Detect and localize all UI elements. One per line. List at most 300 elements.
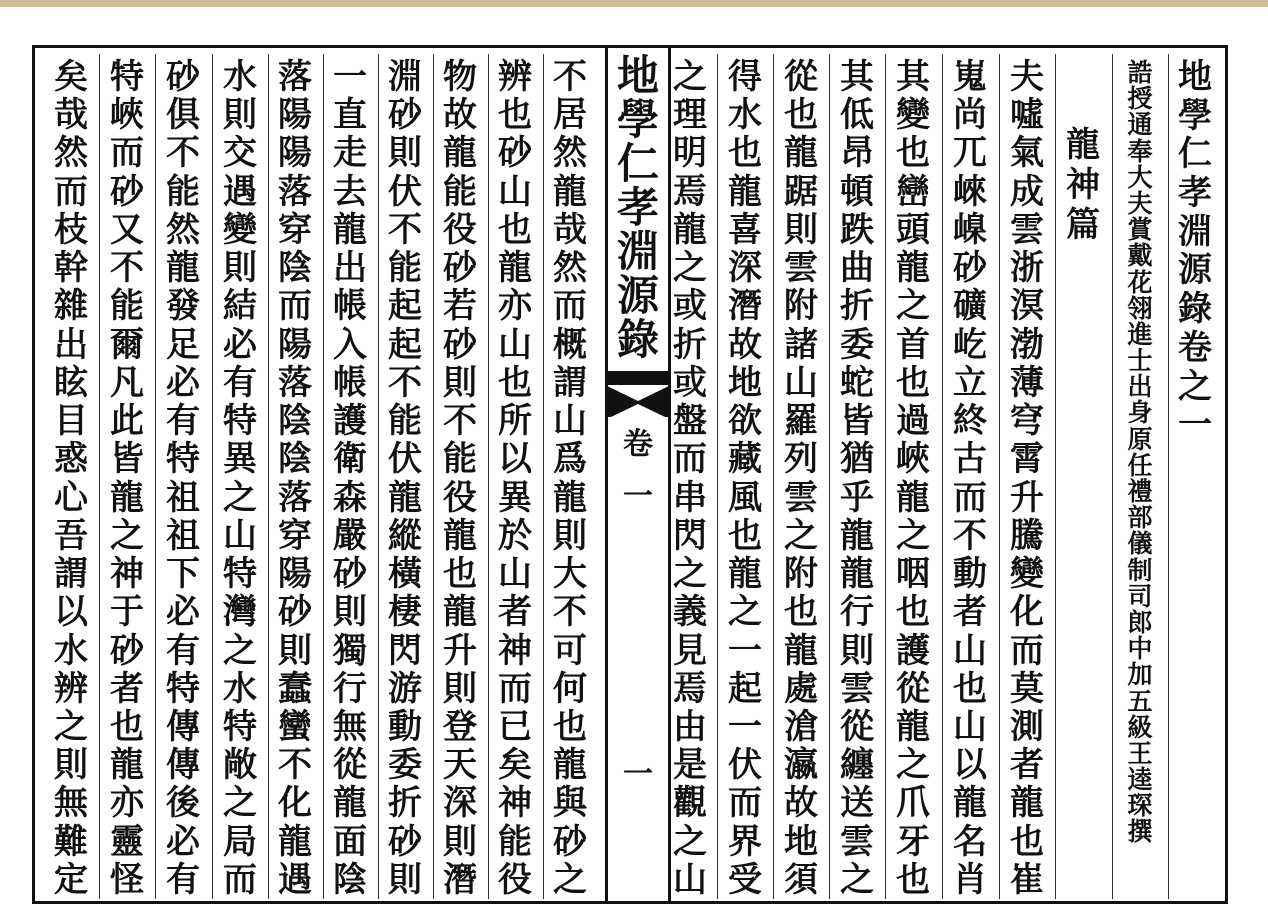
text-char: 之 <box>673 821 707 862</box>
column-rule <box>268 54 269 899</box>
text-char: 逵 <box>1127 765 1153 795</box>
text-char: 附 <box>784 286 818 327</box>
text-char: 者 <box>498 592 532 633</box>
text-char: 穿 <box>278 515 312 556</box>
text-char: 然 <box>553 133 587 174</box>
text-char: 龍 <box>896 706 930 747</box>
text-char: 也 <box>443 554 477 595</box>
text-char: 屹 <box>953 324 987 365</box>
text-char: 能 <box>166 171 200 212</box>
text-char: 之 <box>784 515 818 556</box>
text-char: 幹 <box>54 248 88 289</box>
text-char: 砂 <box>278 592 312 633</box>
text-char: 砂 <box>953 248 987 289</box>
text-char: 所 <box>498 401 532 442</box>
text-char: 行 <box>840 592 874 633</box>
text-char: 嵲 <box>953 209 987 250</box>
text-char: 也 <box>896 592 930 633</box>
text-char: 賞 <box>1127 215 1153 245</box>
left-column-5 <box>324 57 376 901</box>
title-char: 孝 <box>616 183 659 232</box>
text-char: 薄 <box>1010 362 1044 403</box>
text-char: 獨 <box>333 630 367 671</box>
text-char: 升 <box>443 630 477 671</box>
text-char: 則 <box>223 248 257 289</box>
text-char: 皆 <box>840 401 874 442</box>
text-char: 陽 <box>278 95 312 136</box>
text-char: 低 <box>840 95 874 136</box>
column-rule <box>773 54 774 899</box>
text-char: 心 <box>54 477 88 518</box>
text-char: 下 <box>166 554 200 595</box>
text-char: 雲 <box>1010 209 1044 250</box>
text-char: 之 <box>840 859 874 900</box>
text-char: 誥 <box>1127 58 1153 87</box>
text-char: 之 <box>728 592 762 633</box>
text-char: 撰 <box>1127 817 1153 847</box>
column-rule <box>323 54 324 899</box>
text-char: 猶 <box>840 439 874 480</box>
text-char: 折 <box>840 286 874 327</box>
text-char: 穿 <box>278 209 312 250</box>
text-char: 加 <box>1127 660 1153 690</box>
text-char: 則 <box>388 859 422 900</box>
text-char: 必 <box>166 362 200 403</box>
text-char: 滄 <box>784 706 818 747</box>
text-char: 雜 <box>54 286 88 327</box>
text-char: 則 <box>443 821 477 862</box>
text-char: 受 <box>728 859 762 900</box>
text-char: 之 <box>673 248 707 289</box>
text-char: 一 <box>728 706 762 747</box>
text-char: 落 <box>278 171 312 212</box>
text-char: 焉 <box>673 171 707 212</box>
text-char: 變 <box>223 209 257 250</box>
text-char: 能 <box>443 439 477 480</box>
column-rule <box>212 54 213 899</box>
text-char: 學 <box>1178 95 1212 136</box>
text-char: 皆 <box>110 439 144 480</box>
text-char: 特 <box>166 439 200 480</box>
text-char: 登 <box>443 706 477 747</box>
text-char: 出 <box>54 324 88 365</box>
text-char: 從 <box>840 706 874 747</box>
text-char: 義 <box>673 592 707 633</box>
text-char: 首 <box>896 324 930 365</box>
text-char: 折 <box>673 324 707 365</box>
text-char: 奉 <box>1127 136 1153 166</box>
text-char: 之 <box>896 745 930 786</box>
text-char: 也 <box>953 668 987 709</box>
text-char: 者 <box>110 668 144 709</box>
text-char: 折 <box>388 783 422 824</box>
column-rule <box>885 54 886 899</box>
text-char: 出 <box>333 248 367 289</box>
folio-char: 一 <box>623 757 653 792</box>
text-char: 焉 <box>673 668 707 709</box>
text-char: 難 <box>54 821 88 862</box>
text-char: 藏 <box>728 439 762 480</box>
text-char: 或 <box>673 362 707 403</box>
text-char: 發 <box>166 286 200 327</box>
text-char: 哉 <box>553 209 587 250</box>
text-char: 砂 <box>333 554 367 595</box>
text-char: 靈 <box>110 821 144 862</box>
text-char: 觀 <box>673 783 707 824</box>
text-char: 於 <box>498 515 532 556</box>
text-char: 之 <box>896 286 930 327</box>
text-char: 龍 <box>728 554 762 595</box>
text-char: 結 <box>223 286 257 327</box>
text-char: 護 <box>333 401 367 442</box>
fascicle-char: 卷 <box>623 427 653 462</box>
text-char: 士 <box>1127 346 1153 376</box>
text-char: 然 <box>54 133 88 174</box>
text-char: 神 <box>110 554 144 595</box>
text-char: 穹 <box>1010 401 1044 442</box>
text-char: 龍 <box>110 477 144 518</box>
title-char: 學 <box>616 95 659 144</box>
text-char: 龍 <box>443 133 477 174</box>
text-char: 禮 <box>1127 477 1153 506</box>
text-char: 不 <box>166 133 200 174</box>
text-char: 而 <box>54 171 88 212</box>
text-char: 能 <box>388 401 422 442</box>
text-char: 化 <box>1010 592 1044 633</box>
text-char: 哉 <box>54 95 88 136</box>
column-rule <box>543 54 544 899</box>
text-char: 異 <box>498 477 532 518</box>
text-char: 遇 <box>223 171 257 212</box>
text-char: 不 <box>553 57 587 97</box>
top-edge-band <box>0 0 1268 7</box>
right-column-4 <box>1001 57 1053 901</box>
text-char: 之 <box>1178 366 1212 407</box>
text-char: 遇 <box>278 859 312 900</box>
text-char: 辨 <box>498 57 532 97</box>
text-char: 夫 <box>1127 188 1153 218</box>
text-char: 橫 <box>388 554 422 595</box>
book-page-spread <box>32 45 1228 904</box>
text-char: 串 <box>673 477 707 518</box>
text-char: 則 <box>388 133 422 174</box>
text-char: 王 <box>1127 738 1153 768</box>
text-char: 蛇 <box>840 362 874 403</box>
text-char: 淵 <box>1178 211 1212 252</box>
text-char: 龍 <box>333 209 367 250</box>
text-char: 以 <box>953 745 987 786</box>
text-char: 陰 <box>278 248 312 289</box>
text-char: 孝 <box>1178 173 1212 214</box>
text-char: 目 <box>54 401 88 442</box>
text-char: 風 <box>728 477 762 518</box>
text-char: 原 <box>1127 424 1153 454</box>
text-char: 通 <box>1127 110 1153 140</box>
text-char: 砂 <box>110 630 144 671</box>
text-char: 莫 <box>1010 668 1044 709</box>
text-char: 然 <box>553 248 587 289</box>
text-char: 砂 <box>166 57 200 97</box>
text-char: 峽 <box>896 439 930 480</box>
text-char: 潛 <box>443 859 477 900</box>
text-char: 頓 <box>840 171 874 212</box>
text-char: 有 <box>166 630 200 671</box>
text-char: 祖 <box>166 477 200 518</box>
text-char: 龍 <box>443 515 477 556</box>
text-char: 變 <box>896 95 930 136</box>
text-char: 曲 <box>840 248 874 289</box>
text-char: 龍 <box>784 630 818 671</box>
text-char: 陰 <box>333 859 367 900</box>
text-char: 而 <box>553 286 587 327</box>
text-char: 必 <box>166 821 200 862</box>
text-char: 制 <box>1127 555 1153 585</box>
text-char: 浙 <box>1010 248 1044 289</box>
text-char: 役 <box>498 859 532 900</box>
right-column-6 <box>887 57 939 901</box>
text-char: 後 <box>166 783 200 824</box>
text-char: 也 <box>553 706 587 747</box>
text-char: 無 <box>333 706 367 747</box>
text-char: 不 <box>388 362 422 403</box>
text-char: 水 <box>728 95 762 136</box>
text-char: 而 <box>110 133 144 174</box>
text-char: 則 <box>333 592 367 633</box>
text-char: 無 <box>54 783 88 824</box>
text-char: 砂 <box>388 95 422 136</box>
fascicle-char: 一 <box>623 479 653 514</box>
text-char: 也 <box>110 706 144 747</box>
text-char: 身 <box>1127 398 1153 428</box>
text-char: 深 <box>443 783 477 824</box>
text-char: 不 <box>388 209 422 250</box>
text-char: 閃 <box>673 515 707 556</box>
text-char: 也 <box>1010 821 1044 862</box>
text-char: 其 <box>840 57 874 97</box>
text-char: 升 <box>1010 477 1044 518</box>
text-char: 戴 <box>1127 241 1153 271</box>
text-char: 以 <box>498 439 532 480</box>
text-char: 足 <box>166 324 200 365</box>
text-char: 龍 <box>1066 125 1100 165</box>
left-column-9 <box>101 57 153 901</box>
text-char: 陽 <box>278 554 312 595</box>
text-char: 礦 <box>953 286 987 327</box>
text-char: 亦 <box>498 286 532 327</box>
column-rule <box>717 54 718 899</box>
text-char: 帳 <box>333 286 367 327</box>
text-char: 之 <box>54 706 88 747</box>
text-char: 山 <box>673 859 707 900</box>
text-char: 枝 <box>54 209 88 250</box>
text-char: 衛 <box>333 439 367 480</box>
text-char: 陰 <box>278 401 312 442</box>
text-char: 也 <box>728 515 762 556</box>
text-char: 龍 <box>443 592 477 633</box>
text-char: 授 <box>1127 84 1153 114</box>
text-char: 霄 <box>1010 439 1044 480</box>
text-char: 起 <box>728 668 762 709</box>
text-char: 之 <box>223 477 257 518</box>
text-char: 縱 <box>388 515 422 556</box>
text-char: 傳 <box>166 745 200 786</box>
text-char: 能 <box>110 286 144 327</box>
text-char: 有 <box>223 362 257 403</box>
column-rule <box>1168 54 1169 899</box>
text-char: 羅 <box>784 401 818 442</box>
text-char: 龍 <box>553 477 587 518</box>
text-char: 者 <box>1010 745 1044 786</box>
text-char: 砂 <box>553 821 587 862</box>
text-char: 不 <box>443 401 477 442</box>
text-char: 溟 <box>1010 286 1044 327</box>
text-char: 異 <box>223 439 257 480</box>
column-rule <box>999 54 1000 899</box>
text-char: 級 <box>1127 712 1153 742</box>
text-char: 而 <box>498 668 532 709</box>
text-char: 龍 <box>896 477 930 518</box>
text-char: 砂 <box>443 324 477 365</box>
text-char: 明 <box>673 133 707 174</box>
text-char: 定 <box>54 859 88 900</box>
text-char: 錄 <box>1178 289 1212 330</box>
text-char: 者 <box>953 592 987 633</box>
text-char: 由 <box>673 706 707 747</box>
right-column-1 <box>1169 57 1221 901</box>
text-char: 龍 <box>166 248 200 289</box>
text-char: 面 <box>333 821 367 862</box>
right-column-3 <box>1057 125 1109 901</box>
text-char: 雲 <box>840 821 874 862</box>
text-char: 大 <box>1127 162 1153 192</box>
text-char: 與 <box>553 783 587 824</box>
text-char: 琛 <box>1127 791 1153 821</box>
text-char: 也 <box>498 95 532 136</box>
text-char: 之 <box>673 57 707 97</box>
text-char: 故 <box>784 783 818 824</box>
text-char: 惑 <box>54 439 88 480</box>
text-char: 龍 <box>110 745 144 786</box>
text-char: 騰 <box>1010 515 1044 556</box>
text-char: 咽 <box>896 554 930 595</box>
text-char: 故 <box>443 95 477 136</box>
text-char: 古 <box>953 439 987 480</box>
text-char: 崔 <box>1010 859 1044 900</box>
text-char: 以 <box>54 592 88 633</box>
text-char: 則 <box>784 209 818 250</box>
text-char: 肖 <box>953 859 987 900</box>
text-char: 凡 <box>110 362 144 403</box>
text-char: 諸 <box>784 324 818 365</box>
text-char: 水 <box>223 668 257 709</box>
text-char: 山 <box>223 515 257 556</box>
text-char: 儀 <box>1127 529 1153 559</box>
text-char: 蠻 <box>278 706 312 747</box>
text-char: 有 <box>166 859 200 900</box>
text-char: 此 <box>110 401 144 442</box>
right-column-2 <box>1114 60 1166 901</box>
text-char: 地 <box>728 362 762 403</box>
text-char: 不 <box>953 515 987 556</box>
text-char: 嚴 <box>333 515 367 556</box>
text-char: 部 <box>1127 503 1153 533</box>
text-char: 變 <box>1010 554 1044 595</box>
text-char: 而 <box>728 783 762 824</box>
text-char: 伏 <box>388 439 422 480</box>
text-char: 須 <box>784 859 818 900</box>
text-char: 終 <box>953 401 987 442</box>
text-char: 也 <box>896 859 930 900</box>
text-char: 爲 <box>553 439 587 480</box>
text-char: 特 <box>223 706 257 747</box>
text-char: 之 <box>673 554 707 595</box>
text-char: 森 <box>333 477 367 518</box>
column-rule <box>378 54 379 899</box>
text-char: 辨 <box>54 668 88 709</box>
text-char: 若 <box>443 286 477 327</box>
column-rule <box>99 54 100 899</box>
text-char: 瀛 <box>784 745 818 786</box>
text-char: 龍 <box>896 248 930 289</box>
text-char: 卷 <box>1178 327 1212 368</box>
right-column-10 <box>664 57 716 901</box>
text-char: 而 <box>278 286 312 327</box>
text-char: 嵬 <box>953 57 987 97</box>
text-char: 動 <box>388 706 422 747</box>
text-char: 之 <box>896 515 930 556</box>
text-char: 又 <box>110 209 144 250</box>
text-char: 雲 <box>784 477 818 518</box>
text-char: 地 <box>784 821 818 862</box>
text-char: 化 <box>278 783 312 824</box>
right-column-5 <box>944 57 996 901</box>
text-char: 其 <box>896 57 930 97</box>
title-char: 源 <box>616 271 659 320</box>
text-char: 牙 <box>896 821 930 862</box>
title-char: 地 <box>616 51 659 100</box>
text-char: 能 <box>388 248 422 289</box>
text-char: 之 <box>223 783 257 824</box>
text-char: 司 <box>1127 581 1153 611</box>
text-char: 峽 <box>110 95 144 136</box>
text-char: 已 <box>498 706 532 747</box>
right-column-8 <box>775 57 827 901</box>
text-char: 送 <box>840 783 874 824</box>
text-char: 則 <box>443 668 477 709</box>
text-char: 落 <box>278 57 312 97</box>
text-char: 龍 <box>840 554 874 595</box>
text-char: 山 <box>498 554 532 595</box>
text-char: 兀 <box>953 133 987 174</box>
text-char: 之 <box>223 630 257 671</box>
text-char: 龍 <box>953 783 987 824</box>
text-char: 陰 <box>278 439 312 480</box>
text-char: 交 <box>223 133 257 174</box>
title-char: 仁 <box>616 139 659 188</box>
text-char: 龍 <box>728 171 762 212</box>
text-char: 篇 <box>1066 205 1100 245</box>
text-char: 測 <box>1010 706 1044 747</box>
text-char: 也 <box>728 133 762 174</box>
text-char: 龍 <box>1010 783 1044 824</box>
text-char: 祖 <box>166 515 200 556</box>
text-char: 傳 <box>166 706 200 747</box>
text-char: 也 <box>784 592 818 633</box>
text-char: 走 <box>333 133 367 174</box>
text-char: 山 <box>498 171 532 212</box>
text-char: 跌 <box>840 209 874 250</box>
text-char: 喜 <box>728 209 762 250</box>
